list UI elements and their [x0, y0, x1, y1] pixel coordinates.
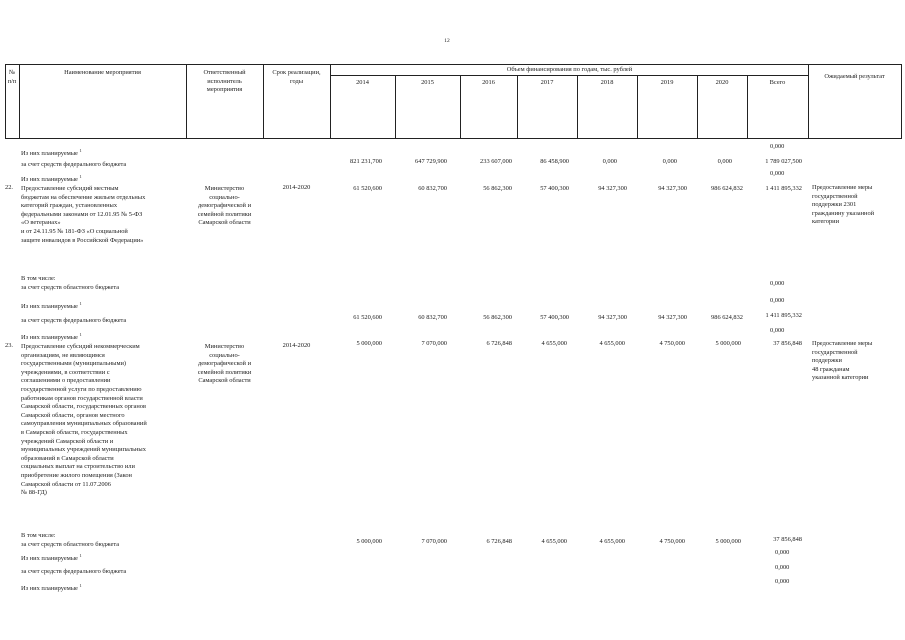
header-year: 2018	[600, 79, 614, 86]
value-2020: 986 624,832	[711, 185, 743, 192]
item-23-name: Предоставление субсидий некоммерческим организациям, не являющимся государственными (муниципальными) учреждениями, в соответствии с соглашениями о предоставлении государственной услуги по предоставлению работникам органов государственной власти Самарской области, государственных органов Самарской области, органов местного самоуправления муниципальных образований в Самарской области, государственных учреждений Самарской области и муниципальных учреждений муниципальных образований в Самарской области социальных выплат на строительство или приобретение жилого помещения (Закон Самарской области от 11.07.2006 № 88-ГД)	[21, 343, 147, 497]
value-2019: 94 327,300	[658, 185, 687, 192]
header-bottom-border	[5, 138, 901, 139]
value-2019: 94 327,300	[658, 314, 687, 321]
item-22-number: 22.	[5, 184, 13, 191]
value-2016: 56 862,300	[483, 185, 512, 192]
item-22-name: Предоставление субсидий местным бюджетам на обеспечение жильем отдельных категорий граждан, установленных федеральными законами от 12.01.95 № 5-ФЗ «О ветеранах» и от 24.11.95 № 181-ФЗ «О социальной защите инвалидов в Российской Федерации»	[21, 185, 146, 244]
value-2017: 4 655,000	[541, 538, 567, 545]
value-total: 1 789 027,500	[765, 158, 802, 165]
value-2018: 0,000	[602, 158, 617, 165]
header-year: 2019	[660, 79, 674, 86]
planned-label: Из них планируемые $^1$	[21, 148, 82, 157]
value-2015: 647 729,900	[415, 158, 447, 165]
planned-label: Из них планируемые $^1$	[21, 583, 82, 592]
funding-subheader-line	[330, 75, 809, 76]
regional-total: 0,000	[770, 280, 785, 287]
planned-label: Из них планируемые $^1$	[21, 174, 82, 183]
item-23-term: 2014-2020	[282, 342, 311, 349]
item-23-result: Предоставление меры государственной поддержки 48 гражданам указанной категории	[812, 340, 873, 382]
value-2018: 4 655,000	[599, 340, 625, 347]
value-2014: 821 231,700	[350, 158, 382, 165]
value-2016: 6 726,848	[486, 538, 512, 545]
planned-total: 0,000	[770, 327, 785, 334]
header-number: № п/п	[7, 69, 17, 85]
value-2018: 4 655,000	[599, 538, 625, 545]
header-term: Срок реализации, годы	[272, 69, 321, 85]
value-2014: 5 000,000	[356, 340, 382, 347]
header-year: 2020	[715, 79, 729, 86]
value-2014: 61 520,600	[353, 185, 382, 192]
grid-line	[330, 64, 331, 139]
value-2015: 60 832,700	[418, 314, 447, 321]
planned-label: Из них планируемые $^1$	[21, 553, 82, 562]
item-22-term: 2014-2020	[282, 184, 311, 191]
value-2014: 61 520,600	[353, 314, 382, 321]
regional-label: за счет средств областного бюджета	[21, 284, 120, 291]
value-2016: 233 607,000	[480, 158, 512, 165]
table-top-border	[5, 64, 901, 65]
header-year: 2017	[540, 79, 554, 86]
value-2017: 57 400,300	[540, 314, 569, 321]
planned-label: Из них планируемые $^1$	[21, 332, 82, 341]
value-total: 1 411 895,332	[765, 185, 802, 192]
value-2014: 5 000,000	[356, 538, 382, 545]
header-year: 2016	[482, 79, 495, 86]
value-total: 1 411 895,332	[765, 312, 802, 319]
item-22-executor: Министерство социально- демографической и семейной политики Самарской области	[197, 185, 252, 227]
regional-label: за счет средств областного бюджета	[21, 541, 120, 548]
federal-total: 0,000	[775, 564, 790, 571]
header-name: Наименование мероприятия	[64, 69, 141, 76]
item-23-executor: Министерство социально- демографической и семейной политики Самарской области	[197, 343, 252, 385]
planned-label: Из них планируемые $^1$	[21, 301, 82, 310]
value-2019: 0,000	[662, 158, 677, 165]
value-2015: 60 832,700	[418, 185, 447, 192]
header-year: 2014	[356, 79, 369, 86]
value-2017: 57 400,300	[540, 185, 569, 192]
including-label: В том числе:	[21, 532, 56, 539]
value-2016: 56 862,300	[483, 314, 512, 321]
page-number: 12	[444, 38, 450, 44]
planned-total: 0,000	[770, 170, 785, 177]
item-22-result: Предоставление меры государственной поддержки 2301 гражданину указанной категории	[812, 184, 875, 226]
header-result: Ожидаемый результат	[824, 73, 885, 80]
value-2020: 5 000,000	[715, 340, 741, 347]
planned-total: 0,000	[775, 578, 790, 585]
header-executor: Ответственный исполнитель мероприятия	[203, 69, 246, 94]
including-label: В том числе:	[21, 275, 56, 282]
header-total: Всего	[769, 79, 786, 86]
value-total: 37 856,848	[773, 536, 802, 543]
value-2015: 7 070,000	[421, 538, 447, 545]
planned-total: 0,000	[770, 297, 785, 304]
value-2020: 986 624,832	[711, 314, 743, 321]
grid-line	[901, 64, 902, 139]
value-2016: 6 726,848	[486, 340, 512, 347]
planned-total: 0,000	[775, 549, 790, 556]
value-total: 37 856,848	[773, 340, 802, 347]
federal-label: за счет средств федерального бюджета	[21, 568, 127, 575]
value-2018: 94 327,300	[598, 185, 627, 192]
value-2019: 4 750,000	[659, 538, 685, 545]
value-2019: 4 750,000	[659, 340, 685, 347]
header-year: 2015	[421, 79, 434, 86]
value-2017: 4 655,000	[541, 340, 567, 347]
value-2017: 86 458,900	[540, 158, 569, 165]
value-2018: 94 327,300	[598, 314, 627, 321]
value-2015: 7 070,000	[421, 340, 447, 347]
planned-total: 0,000	[770, 143, 785, 150]
value-2020: 5 000,000	[715, 538, 741, 545]
federal-label: за счет средств федерального бюджета	[21, 161, 127, 168]
header-funding: Объем финансирования по годам, тыс. рублей	[506, 66, 633, 73]
federal-label: за счет средств федерального бюджета	[21, 317, 127, 324]
item-23-number: 23.	[5, 342, 13, 349]
value-2020: 0,000	[717, 158, 732, 165]
